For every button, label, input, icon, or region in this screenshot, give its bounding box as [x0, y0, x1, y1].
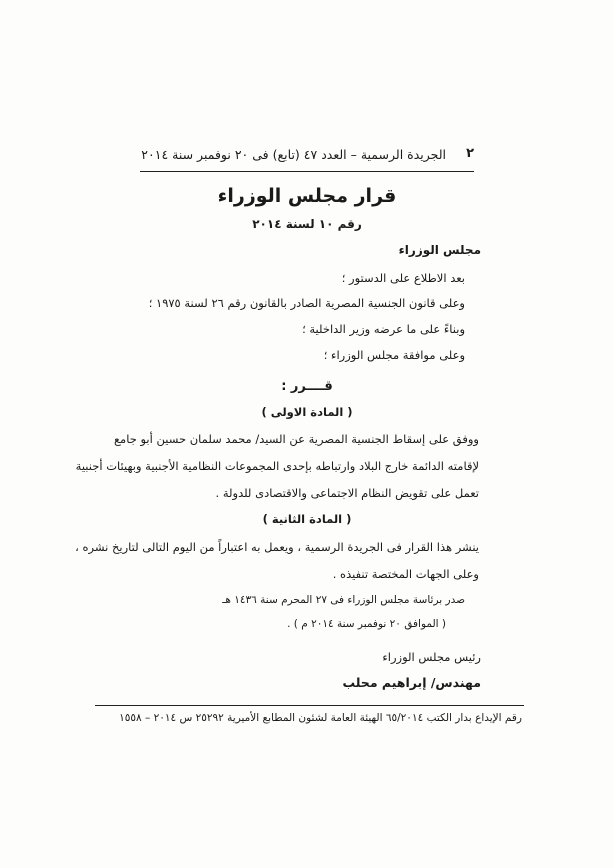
decided-heading: قــــرر :: [281, 379, 333, 394]
article-2-line: وعلى الجهات المختصة تنفيذه .: [332, 567, 479, 581]
article-1-line: لإقامته الدائمة خارج البلاد وارتباطه بإحدى المجموعات النظامية الأجنبية وبهيئات أجنبية: [75, 459, 479, 473]
issued-line: صدر برئاسة مجلس الوزراء فى ٢٧ المحرم سنة ١٤٣٦ هـ: [222, 594, 465, 606]
article-1-heading: ( المادة الاولى ): [261, 405, 353, 419]
footer-rule: [95, 705, 524, 706]
page-number: ٢: [466, 146, 474, 161]
preamble-item: بعد الاطلاع على الدستور ؛: [341, 271, 465, 285]
article-2-line: ينشر هذا القرار فى الجريدة الرسمية ، ويعمل به اعتباراً من اليوم التالى لتاريخ نشره ،: [75, 540, 479, 554]
decree-title: قرار مجلس الوزراء: [217, 185, 397, 207]
header-rule: [140, 171, 474, 172]
preamble-item: وبناءً على ما عرضه وزير الداخلية ؛: [302, 322, 465, 336]
article-1-line: تعمل على تقويض النظام الاجتماعى والاقتصادى للدولة .: [215, 486, 479, 500]
article-2-heading: ( المادة الثانية ): [262, 512, 352, 526]
preamble-item: وعلى موافقة مجلس الوزراء ؛: [323, 348, 465, 362]
decree-number: رقم ١٠ لسنة ٢٠١٤: [252, 217, 362, 231]
running-header: [140, 146, 474, 168]
council-heading: مجلس الوزراء: [398, 243, 481, 257]
corresponding-date: ( الموافق ٢٠ نوفمبر سنة ٢٠١٤ م ) .: [287, 618, 446, 630]
article-1-line: ووفق على إسقاط الجنسية المصرية عن السيد/ محمد سلمان حسين أبو جامع: [113, 432, 479, 446]
signer-name: مهندس/ إبراهيم محلب: [342, 675, 481, 690]
signer-role: رئيس مجلس الوزراء: [382, 650, 481, 664]
preamble-item: وعلى قانون الجنسية المصرية الصادر بالقانون رقم ٢٦ لسنة ١٩٧٥ ؛: [148, 296, 465, 310]
header-text: الجريدة الرسمية – العدد ٤٧ (تابع) فى ٢٠ نوفمبر سنة ٢٠١٤: [141, 147, 446, 162]
deposit-footer: رقم الإيداع بدار الكتب ٦٥/٢٠١٤ الهيئة العامة لشئون المطابع الأميرية ٢٥٢٩٢ س ٢٠١٤ – ١٥٥٨: [119, 712, 522, 724]
